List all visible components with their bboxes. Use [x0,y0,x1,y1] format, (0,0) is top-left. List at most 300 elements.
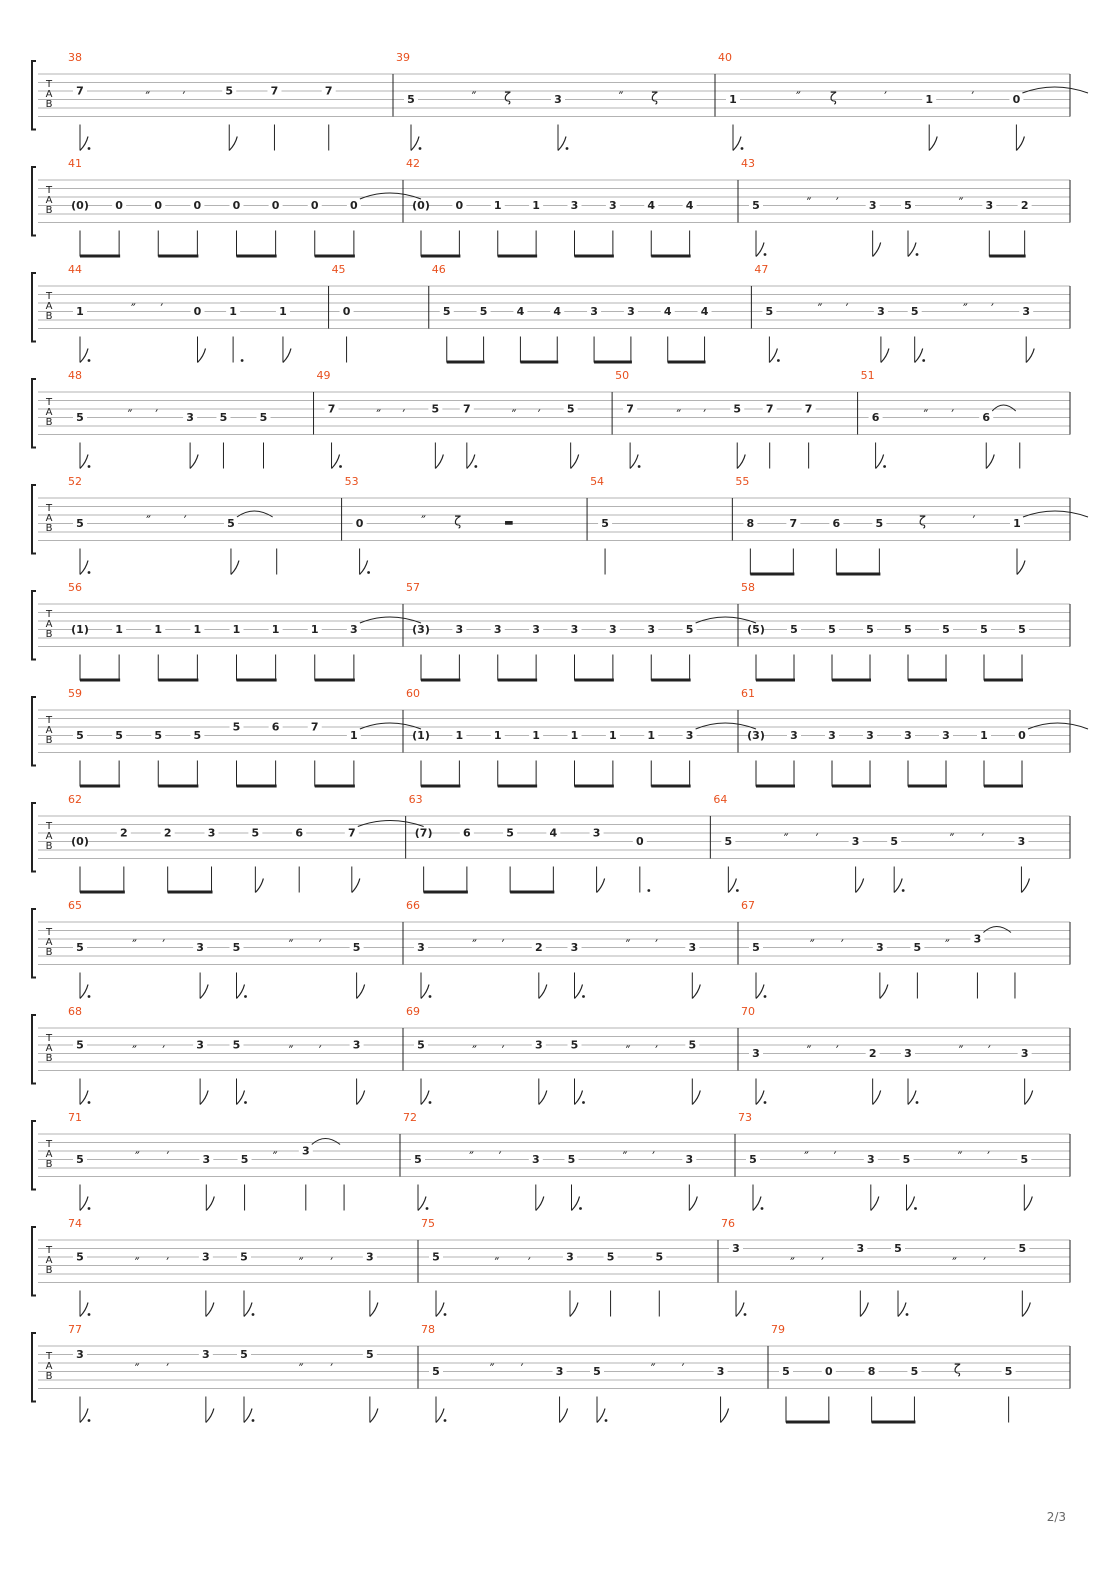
beam [237,679,277,682]
note-flag [370,1303,378,1317]
dot [429,995,432,998]
measure [741,1005,1070,1105]
fret-number: 5 [733,402,742,416]
system-bracket [32,61,36,130]
note-flag [80,985,88,999]
tab-system [32,1323,1070,1424]
note-flag [692,1091,700,1105]
measure-number: 59 [68,687,82,700]
fret-number: 0 [310,199,319,212]
fret-number: 5 [407,93,415,106]
measure-number: 67 [741,899,755,912]
tab-clef-letter: T [45,715,53,726]
beam [594,361,632,364]
note-flag [756,1091,764,1105]
beam [421,785,460,788]
measure [68,157,421,258]
fret-number: 5 [240,1250,248,1264]
fret-number: 5 [76,1038,84,1052]
tab-clef-letter: B [45,417,53,428]
note-flag [467,455,475,469]
fret-number: 1 [647,729,656,742]
tab-clef-letter: A [45,1361,53,1372]
fret-number: 6 [295,826,304,840]
measure-number: 41 [68,157,82,170]
tab-clef-letter: A [45,407,53,418]
note-flag [244,1409,252,1423]
note-flag [873,243,881,257]
rest-mark: ′ [681,1362,685,1378]
tab-clef-letter: B [45,735,53,746]
fret-number: 3 [417,941,425,954]
system-bracket [32,803,36,872]
fret-number: 5 [724,835,733,848]
rest-mark: ′ [951,408,955,424]
beam [237,255,277,258]
fret-number: 5 [685,623,694,636]
fret-number: 1 [570,729,579,742]
fret-number: 0 [1012,93,1021,106]
fret-number: 3 [590,305,598,318]
tab-clef-letter: T [45,1033,53,1044]
note-flag [80,1303,88,1317]
rest-mark: ζ [829,90,837,106]
rest-mark: ′ [821,1256,825,1272]
system-bracket [32,591,36,660]
measure [317,369,613,469]
beam [908,679,947,682]
fret-number: 6 [463,826,471,840]
fret-number: 1 [532,199,540,212]
fret-number: 5 [567,1153,576,1166]
rest-mark: ′ [981,832,985,848]
tab-clef-letter: T [45,821,53,832]
rest-mark: ″ [923,408,929,424]
fret-number: 5 [76,729,84,742]
fret-number: 5 [240,1153,249,1166]
fret-number: (3) [747,729,765,742]
rest-mark: ′ [835,1044,839,1060]
dot [339,465,342,468]
note-flag [572,1197,580,1211]
dot [474,465,477,468]
fret-number: 5 [219,411,228,424]
beam [498,255,537,258]
beam [421,255,460,258]
fret-number: 3 [76,1348,84,1361]
fret-number: (7) [414,826,433,840]
fret-number: 1 [729,93,737,106]
tab-clef-letter: T [45,397,53,408]
beam [80,255,120,258]
dot [429,1101,432,1104]
note-flag [898,1303,906,1317]
note-flag [929,137,937,151]
fret-number: 3 [985,199,994,212]
tab-system [32,263,1070,364]
fret-number: 2 [868,1047,877,1060]
measure-number: 54 [590,475,605,488]
rest-mark: ″ [127,408,133,424]
rest-mark: ′ [166,1256,170,1272]
rest-mark: ′ [160,302,164,318]
dot [88,147,91,150]
tie-arc [237,511,273,517]
note-flag [80,137,88,151]
dot [88,1207,91,1210]
fret-number: 5 [904,199,912,212]
note-flag [352,879,360,893]
rest-mark: ′ [537,408,541,424]
rest-mark: ζ [504,90,512,106]
tie-arc [358,821,424,827]
rest-mark: ′ [815,832,819,848]
fret-number: 1 [115,623,123,636]
rest-mark: ′ [402,408,406,424]
beam [668,361,706,364]
beam [836,573,880,576]
dot [914,1207,917,1210]
note-flag [571,455,579,469]
measure [713,793,1070,893]
rest-mark: ′ [652,1150,656,1166]
measure [68,51,393,151]
dot [916,1101,919,1104]
fret-number: 7 [347,826,356,840]
dot [367,571,370,574]
fret-number: 5 [688,1038,697,1052]
fret-number: 3 [866,729,874,742]
fret-number: 1 [193,623,202,636]
fret-number: 3 [790,729,798,742]
note-flag [255,879,263,893]
measure [590,475,732,575]
measure [406,581,756,682]
measure-number: 39 [396,51,410,64]
fret-number: 3 [570,623,579,636]
fret-number: 0 [455,199,464,212]
fret-number: 5 [227,517,235,530]
measure-number: 66 [406,899,420,912]
fret-number: 1 [980,729,988,742]
note-flag [421,985,429,999]
note-flag [200,1091,208,1105]
tab-clef-letter: B [45,1053,53,1064]
fret-number: 5 [76,941,84,954]
fret-number: 5 [752,941,760,954]
fret-number: 5 [154,729,163,742]
measure-number: 61 [741,687,755,700]
fret-number: 7 [765,402,774,416]
fret-number: 3 [828,729,836,742]
measure-number: 51 [860,369,875,382]
rest-mark: ′ [318,1044,322,1060]
fret-number: 7 [324,84,333,98]
rest-mark: ″ [134,1362,140,1378]
fret-number: 1 [1013,517,1021,530]
beam [872,1421,916,1424]
note-flag [597,1409,605,1423]
rest-mark: ″ [958,1044,964,1060]
note-flag [1024,1197,1032,1211]
fret-number: 0 [1018,729,1026,742]
fret-number: 3 [555,1365,564,1378]
dot [88,359,91,362]
note-flag [915,349,923,363]
fret-number: 5 [910,305,919,318]
rest-mark: ″ [298,1362,304,1378]
dot [252,1313,255,1316]
measure [345,475,587,575]
measure [68,899,403,999]
measure-number: 63 [408,793,423,806]
rest-mark: ″ [288,1044,294,1060]
measure [409,793,711,894]
rest-mark: ′ [840,938,844,954]
note-flag [908,243,916,257]
fret-number: 3 [534,1038,543,1052]
measure-number: 40 [718,51,732,64]
fret-number: 8 [746,517,755,530]
rest-mark: ″ [806,1044,812,1060]
rest-mark: ζ [918,514,926,530]
measure-number: 55 [735,475,750,488]
tab-system [32,1111,1070,1211]
measure-number: 68 [68,1005,82,1018]
rest-mark: ″ [650,1362,656,1378]
dot [252,1419,255,1422]
note-flag [856,879,864,893]
rest-mark: ′ [990,302,994,318]
note-flag [570,1303,578,1317]
beam [984,679,1023,682]
measure-number: 71 [68,1111,82,1124]
fret-number: 6 [982,411,991,424]
tab-system [32,157,1070,258]
fret-number: 4 [663,305,672,318]
rest-mark: ″ [511,408,517,424]
note-flag [421,1091,429,1105]
measure [721,1217,1070,1317]
rest-mark: ζ [454,514,462,530]
measure [718,51,1088,151]
fret-number: 1 [76,305,84,318]
rest-mark: ▬ [504,517,514,529]
beam [315,785,355,788]
note-flag [332,455,340,469]
measure [741,687,1088,788]
note-flag [728,879,736,893]
note-flag [80,455,88,469]
beam [756,785,795,788]
note-flag [873,1091,881,1105]
fret-number: 5 [910,1365,919,1378]
fret-number: 3 [876,941,884,954]
dot [764,253,767,256]
note-flag [539,985,547,999]
fret-number: 0 [271,199,280,212]
fret-number: 3 [851,835,860,848]
fret-number: 5 [606,1250,615,1264]
fret-number: 3 [1022,305,1031,318]
tie-arc [312,1139,340,1145]
note-flag [536,1197,544,1211]
measure-number: 78 [421,1323,435,1336]
rest-mark: ″ [790,1256,795,1272]
fret-number: 3 [877,305,885,318]
note-flag [876,455,884,469]
fret-number: 5 [980,623,988,636]
fret-number: 5 [902,1153,911,1166]
measure-number: 69 [406,1005,420,1018]
beam [498,785,537,788]
measure [68,687,421,788]
fret-number: 1 [154,623,163,636]
measure-number: 47 [754,263,769,276]
measure [741,899,1070,999]
note-flag [733,137,741,151]
rest-mark: ″ [952,1256,957,1272]
fret-number: 3 [647,623,656,636]
tab-system [32,1005,1070,1105]
dot [922,359,925,362]
measure [406,1005,738,1105]
tab-clef-letter: A [45,831,53,842]
fret-number: 1 [310,623,319,636]
dot [916,253,919,256]
fret-number: 2 [163,826,172,840]
fret-number: 4 [685,199,694,212]
note-flag [560,1409,568,1423]
rest-mark: ′ [884,90,888,106]
fret-number: 7 [626,402,634,416]
fret-number: 5 [225,84,234,98]
measure [421,1323,768,1423]
fret-number: 3 [716,1365,725,1378]
beam [575,679,614,682]
tab-clef-letter: T [45,609,53,620]
measure [615,369,857,469]
note-flag [880,985,888,999]
fret-number: 1 [279,305,287,318]
fret-number: 3 [973,932,982,946]
rest-mark: ″ [134,1150,140,1166]
fret-number: 5 [259,411,268,424]
fret-number: 5 [417,1038,425,1052]
tab-system [32,369,1070,469]
dot [244,1101,247,1104]
measure-number: 79 [771,1323,785,1336]
rest-mark: ′ [498,1150,502,1166]
fret-number: 1 [271,623,280,636]
fret-number: 5 [790,623,798,636]
tab-clef-letter: A [45,937,53,948]
note-flag [80,1197,88,1211]
fret-number: 7 [804,402,813,416]
fret-number: 5 [1018,1242,1027,1255]
dot [566,147,569,150]
rest-mark: ″ [145,90,151,106]
fret-number: (3) [412,623,430,636]
fret-number: 3 [609,199,617,212]
dot [88,571,91,574]
tab-clef-letter: T [45,927,53,938]
measure [432,263,752,364]
note-flag [597,879,605,893]
fret-number: 5 [904,623,912,636]
fret-number: 3 [207,826,216,840]
rest-mark: ″ [817,302,823,318]
beam [520,361,558,364]
tab-clef-letter: B [45,205,53,216]
beam [750,573,794,576]
tab-clef-letter: B [45,1371,53,1382]
fret-number: 5 [352,941,361,954]
rest-mark: ′ [987,1150,991,1166]
measure [735,475,1088,576]
fret-number: 3 [186,411,194,424]
dot [906,1313,909,1316]
beam [237,785,277,788]
note-flag [860,1303,868,1317]
note-flag [1025,1091,1033,1105]
note-flag [411,137,419,151]
fret-number: 5 [115,729,123,742]
tab-clef-letter: B [45,99,53,110]
rest-mark: ′ [971,90,975,106]
tab-clef-letter: T [45,79,53,90]
tab-clef-letter: A [45,513,53,524]
tab-clef-letter: B [45,841,53,852]
tab-clef-letter: T [45,1245,53,1256]
note-flag [357,1091,365,1105]
rest-mark: ″ [421,514,426,530]
measure-number: 57 [406,581,420,594]
note-flag [80,1091,88,1105]
fret-number: 5 [749,1153,757,1166]
measure-number: 77 [68,1323,82,1336]
note-flag [244,1303,252,1317]
fret-number: 0 [350,199,358,212]
rest-mark: ″ [132,938,138,954]
tab-system [32,51,1088,151]
measure-number: 72 [403,1111,417,1124]
tab-system [32,793,1070,894]
measure-number: 70 [741,1005,755,1018]
system-bracket [32,273,36,342]
rest-mark: ″ [130,302,136,318]
note-flag [737,455,745,469]
fret-number: 0 [115,199,123,212]
rest-mark: ζ [953,1362,961,1378]
rest-mark: ″ [489,1362,495,1378]
fret-number: 5 [566,402,575,416]
tab-clef-letter: B [45,1265,53,1276]
note-flag [558,137,566,151]
measure-number: 38 [68,51,82,64]
dot [741,147,744,150]
rest-mark: ′ [330,1362,334,1378]
measure-number: 74 [68,1217,82,1230]
fret-number: 5 [432,1250,440,1264]
beam [786,1421,830,1424]
dot [444,1419,447,1422]
fret-number: 5 [193,729,202,742]
rest-mark: ′ [972,514,976,530]
beam [421,679,460,682]
note-flag [283,349,291,363]
note-flag [630,455,638,469]
